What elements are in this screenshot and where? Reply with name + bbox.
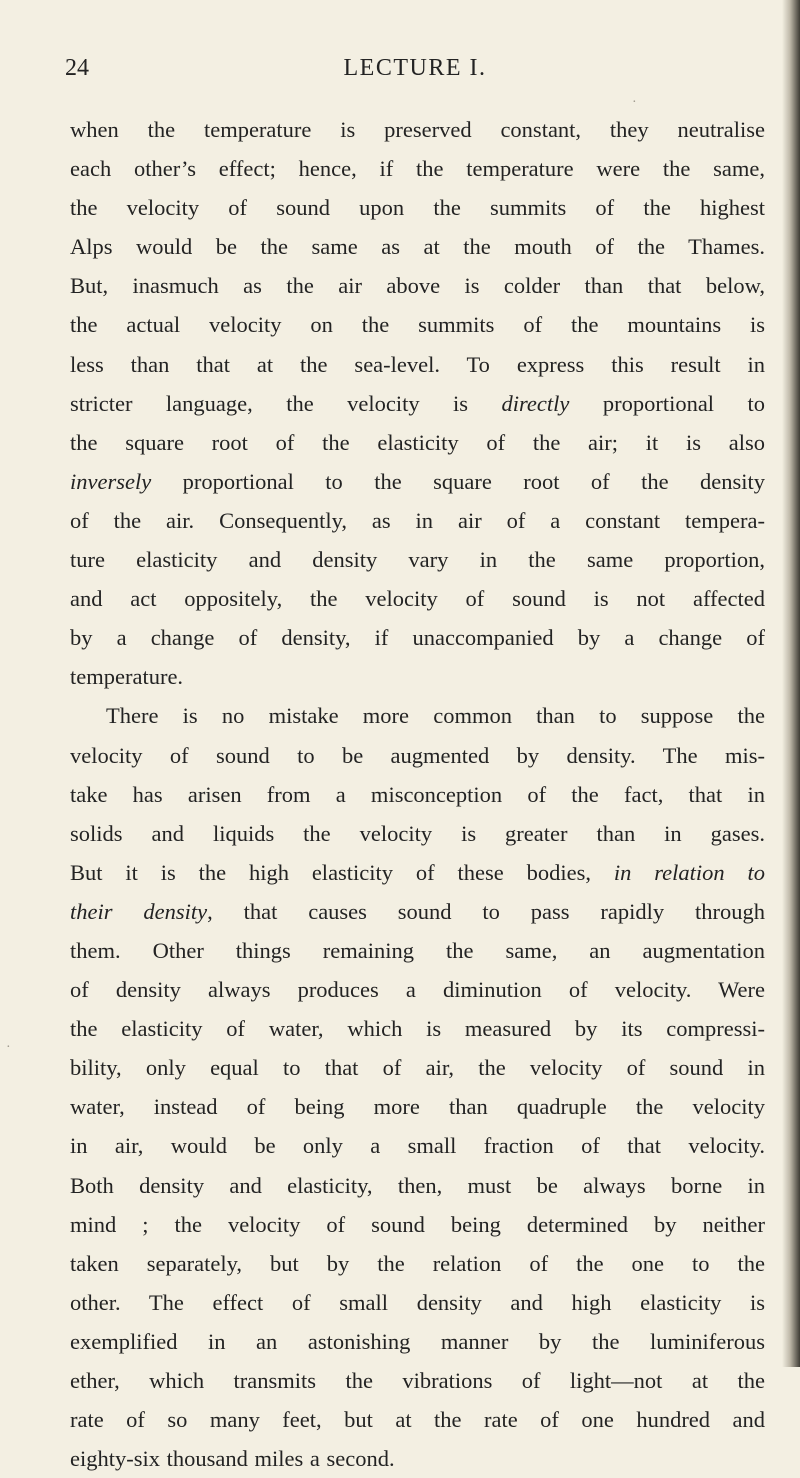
italic-emphasis: directly <box>501 390 570 416</box>
text-line: less than that at the sea-level. To express this result in <box>70 351 765 377</box>
text-line: in air, would be only a small fraction of that velocity. <box>70 1133 765 1159</box>
italic-emphasis: in relation to <box>613 859 766 885</box>
text-line <box>70 384 765 423</box>
text-segment: proportional to the square root of the density <box>151 468 765 494</box>
text-line: eighty-six thousand miles a second. <box>70 1446 395 1472</box>
specks: · <box>632 95 637 110</box>
text-line: the square root of the elasticity of the air; it is also <box>70 429 765 455</box>
text-line: the actual velocity on the summits of the mountains is <box>70 312 765 338</box>
text-line: by a change of density, if unaccompanied by a change of <box>70 625 765 651</box>
italic-emphasis: inversely <box>70 468 152 494</box>
text-line <box>70 853 765 892</box>
text-line: velocity of sound to be augmented by density. The mis- <box>70 742 765 768</box>
text-line <box>70 462 765 501</box>
text-line: them. Other things remaining the same, an augmentation <box>70 937 765 963</box>
text-line: Both density and elasticity, then, must be always borne in <box>70 1172 765 1198</box>
text-line: bility, only equal to that of air, the velocity of sound in <box>70 1055 765 1081</box>
text-segment: But it is the high elasticity of these bodies, <box>70 859 614 885</box>
italic-emphasis: their density <box>70 898 208 924</box>
text-line: of density always produces a diminution of velocity. Were <box>70 977 765 1003</box>
text-line <box>70 892 765 931</box>
text-line: rate of so many feet, but at the rate of one hundred and <box>70 1407 765 1433</box>
body-text <box>70 110 765 1478</box>
text-line: other. The effect of small density and high elasticity is <box>70 1289 765 1315</box>
text-line: when the temperature is preserved constant, they neutralise <box>70 117 765 142</box>
text-line: Alps would be the same as at the mouth of the Thames. <box>70 234 765 260</box>
text-line: water, instead of being more than quadruple the velocity <box>70 1094 765 1120</box>
text-segment: stricter language, the velocity is <box>70 390 502 416</box>
text-line: taken separately, but by the relation of the one to the <box>70 1250 765 1276</box>
text-line: the velocity of sound upon the summits of the highest <box>70 195 765 221</box>
text-line: of the air. Consequently, as in air of a constant tempera- <box>70 507 765 533</box>
text-line: the elasticity of water, which is measured by its compressi- <box>70 1016 765 1042</box>
page-number: 24 <box>65 55 89 81</box>
text-line: and act oppositely, the velocity of sound is not affected <box>70 586 765 612</box>
text-line: exemplified in an astonishing manner by the luminiferous <box>70 1328 765 1354</box>
text-line: ture elasticity and density vary in the same proportion, <box>70 547 765 573</box>
running-head <box>65 55 765 91</box>
text-line: solids and liquids the velocity is greater than in gases. <box>70 820 765 846</box>
page-edge-shadow <box>782 0 800 1367</box>
text-line: There is no mistake more common than to suppose the <box>106 703 765 729</box>
text-line: ether, which transmits the vibrations of light—not at the <box>70 1368 765 1393</box>
text-line: take has arisen from a misconception of the fact, that in <box>70 781 765 807</box>
text-line: But, inasmuch as the air above is colder than that below, <box>70 273 765 299</box>
text-line: mind ; the velocity of sound being determined by neither <box>70 1211 765 1237</box>
text-line: temperature. <box>70 664 184 690</box>
text-segment: proportional to <box>569 390 766 416</box>
margin-marks: · <box>6 1040 11 1055</box>
running-head-title: LECTURE I. <box>343 55 487 81</box>
text-line: each other’s effect; hence, if the temperature were the same, <box>70 156 765 182</box>
text-segment: , that causes sound to pass rapidly through <box>207 898 765 924</box>
